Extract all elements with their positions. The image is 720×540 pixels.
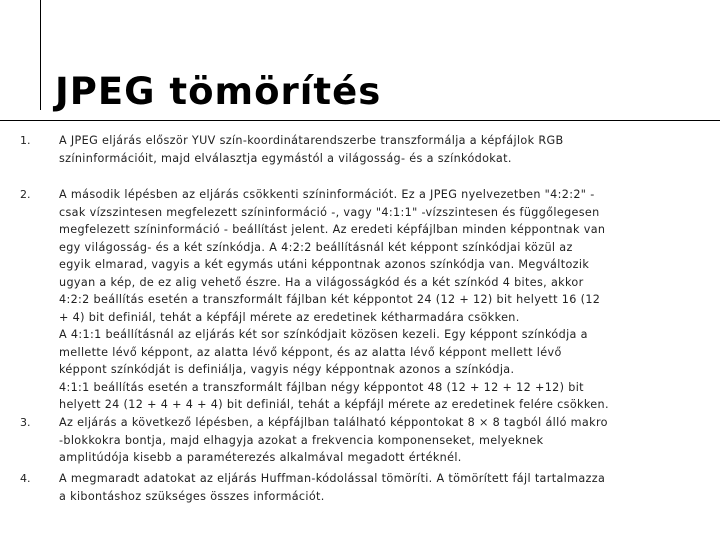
- list-item-number: 1.: [20, 134, 31, 147]
- text-line: csak vízszintesen megfelezett színinformáció -, vagy "4:1:1" -vízszintesen és függőlegesen: [59, 205, 600, 219]
- text-line: egyik elmarad, vagyis a két egymás utáni képpontnak azonos színkódja van. Megváltozik: [59, 258, 590, 271]
- text-line: képpont színkódját is definiálja, vagyis négy képpontnak azonos a színkódja.: [59, 363, 515, 376]
- text-line: színinformációit, majd elválasztja egymástól a világosság- és a színkódokat.: [59, 151, 512, 165]
- text-line: helyett 24 (12 + 4 + 4 + 4) bit definiál, tehát a képfájl mérete az eredetinek felére csökken.: [59, 398, 609, 411]
- text-line: amplitúdója kisebb a paraméterezés alkalmával megadott értéknél.: [59, 451, 462, 464]
- text-line: 4:1:1 beállítás esetén a transzformált fájlban négy képpontot 48 (12 + 12 + 12 +12) bit: [59, 380, 584, 394]
- text-line: egy világosság- és a két színkódja. A 4:2:2 beállításnál két képpont színkódjai közül az: [59, 240, 573, 254]
- title-divider-line: [0, 120, 720, 121]
- text-line: A JPEG eljárás először YUV szín-koordinátarendszerbe transzformálja a képfájlok RGB: [59, 134, 564, 147]
- list-item-text: [59, 470, 671, 505]
- text-line: a kibontáshoz szükséges összes információt.: [59, 489, 325, 503]
- list-item-text: [59, 186, 671, 414]
- list-item-number: 3.: [20, 416, 31, 429]
- text-line: + 4) bit definiál, tehát a képfájl mérete az eredetinek kétharmadára csökken.: [59, 310, 520, 324]
- text-line: Az eljárás a következő lépésben, a képfájlban található képpontokat 8 × 8 tagból álló makro: [59, 416, 608, 429]
- text-line: -blokkokra bontja, majd elhagyja azokat a frekvencia komponenseket, melyeknek: [59, 433, 544, 447]
- text-line: 4:2:2 beállítás esetén a transzformált fájlban két képpontot 24 (12 + 12) bit helyett 16 (12: [59, 293, 601, 306]
- list-item-number: 2.: [20, 188, 31, 201]
- text-line: megfelezett színinformáció - beállítást jelent. Az eredeti képfájlban minden képpontnak van: [59, 223, 606, 236]
- text-line: A megmaradt adatokat az eljárás Huffman-kódolással tömöríti. A tömörített fájl tartalmazza: [59, 472, 606, 485]
- list-item-number: 4.: [20, 472, 31, 485]
- slide-title: JPEG tömörítés: [55, 70, 382, 113]
- text-line: mellette lévő képpont, az alatta lévő képpont, és az alatta lévő képpont mellett lévő: [59, 345, 562, 359]
- list-item-text: [59, 414, 671, 467]
- list-item-text: [59, 132, 671, 167]
- text-line: A második lépésben az eljárás csökkenti színinformációt. Ez a JPEG nyelvezetben "4:2:2" -: [59, 188, 595, 201]
- title-accent-line-vertical: [40, 0, 41, 110]
- text-line: A 4:1:1 beállításnál az eljárás két sor színkódjait közösen kezeli. Egy képpont színkódja a: [59, 328, 588, 341]
- text-line: ugyan a kép, de ez alig vehető észre. Ha a világosságkód és a két színkód 4 bites, akkor: [59, 275, 584, 289]
